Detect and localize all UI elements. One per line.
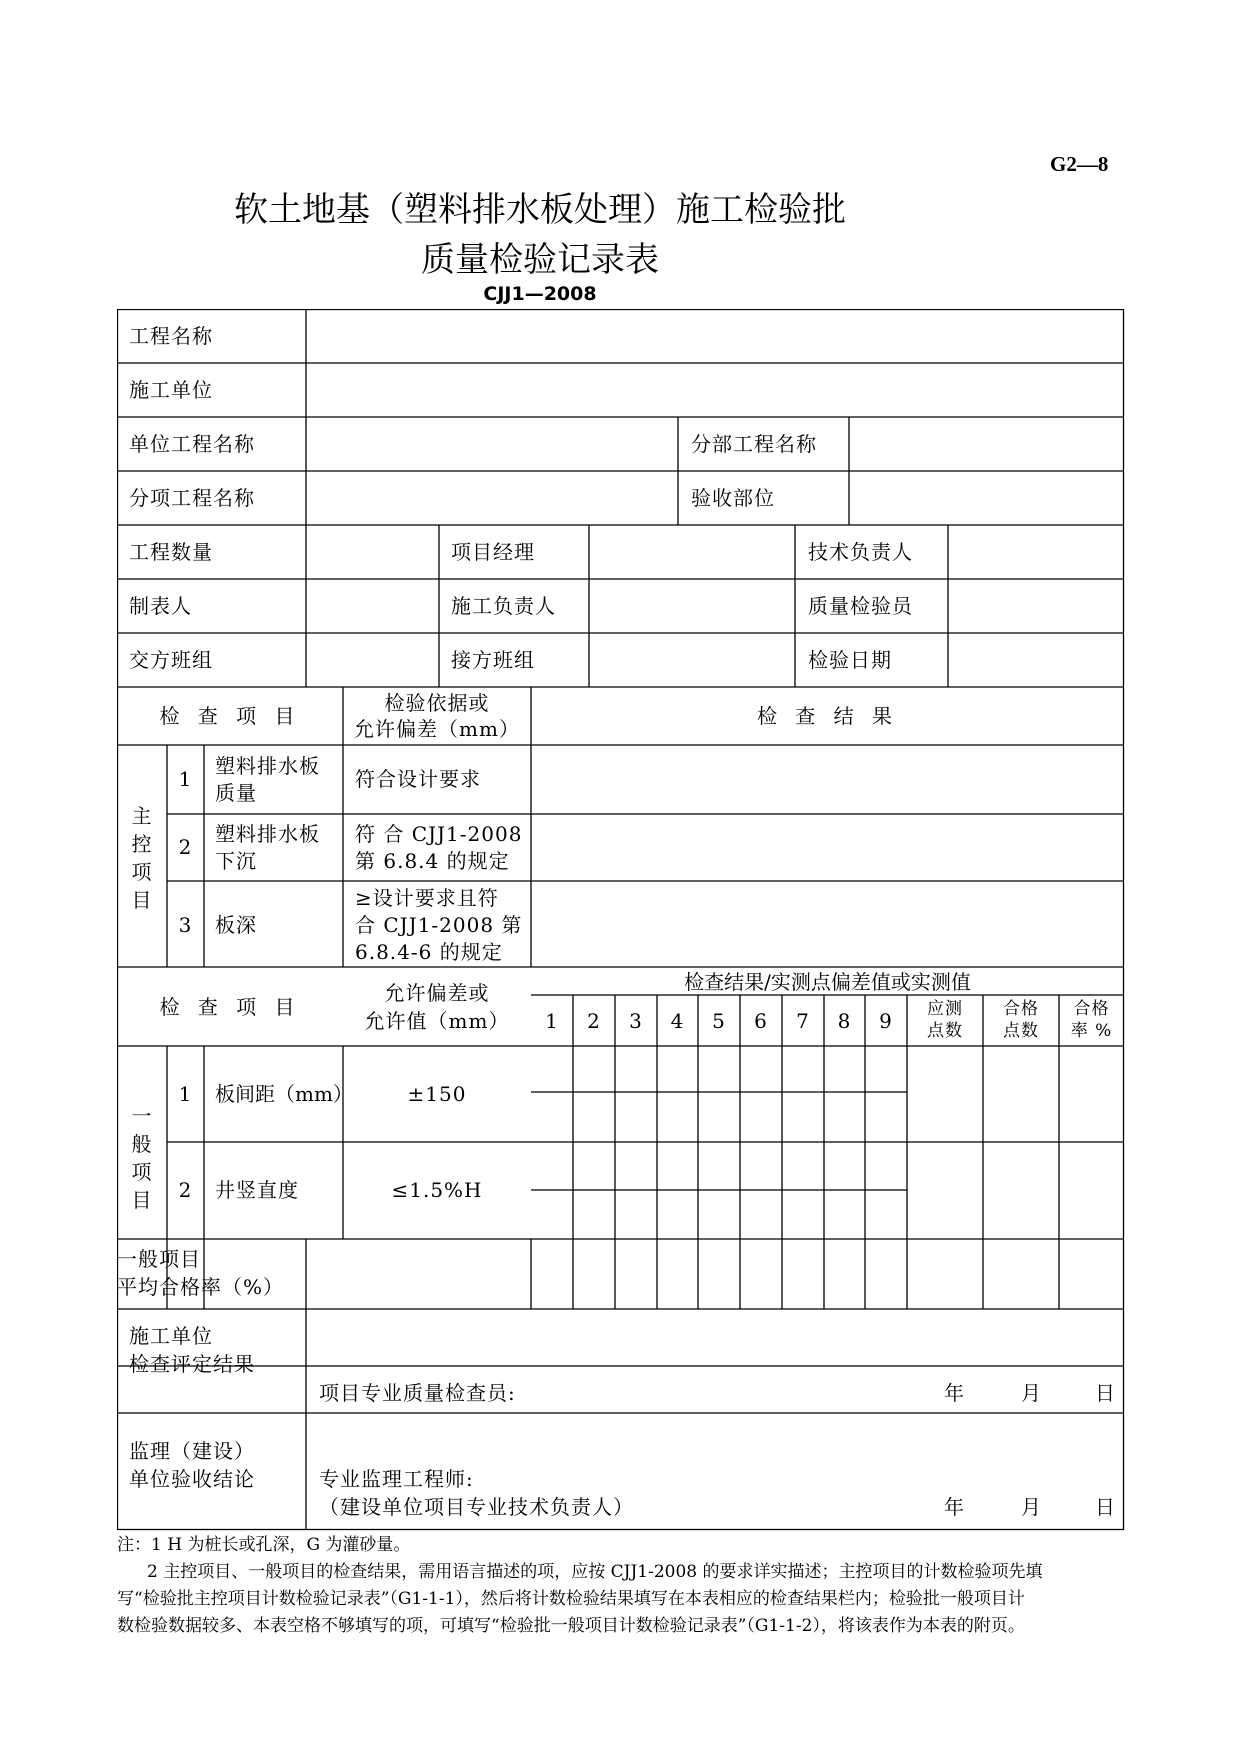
main-row2-no: 2 — [178, 835, 193, 859]
label-acceptance-part: 验收部位 — [691, 486, 775, 510]
supervisor-label-2: 单位验收结论 — [129, 1467, 255, 1491]
col-should-count-1: 应测 — [927, 999, 963, 1019]
note-2: 2 主控项目、一般项目的检查结果，需用语言描述的项，应按 CJJ1-2008 的要求详实描述；主控项目的计数检验项先填 — [147, 1562, 1043, 1582]
standard-code: CJJ1—2008 — [483, 283, 597, 305]
main-row3-basis-3: 6.8.4-6 的规定 — [355, 940, 503, 964]
label-subitem-project: 分项工程名称 — [129, 486, 255, 510]
point-col-8: 8 — [837, 1009, 852, 1033]
label-receiving-team: 接方班组 — [451, 648, 535, 672]
general-group-char-2: 般 — [131, 1132, 153, 1156]
avg-rate-label-2: 平均合格率（%） — [117, 1275, 285, 1299]
col-pass-rate-2: 率 % — [1070, 1021, 1113, 1041]
main-group-char-2: 控 — [131, 832, 153, 856]
point-col-7: 7 — [796, 1009, 810, 1033]
main-row2-name-2: 下沉 — [215, 849, 257, 873]
main-row1-basis: 符合设计要求 — [355, 767, 481, 791]
point-col-5: 5 — [712, 1009, 726, 1033]
general-row1-no: 1 — [178, 1082, 193, 1106]
general-row1-name: 板间距（mm） — [215, 1082, 353, 1106]
main-row3-basis-2: 合 CJJ1-2008 第 — [355, 913, 523, 937]
label-handover-team: 交方班组 — [129, 648, 213, 672]
main-col-result: 检 查 结 果 — [756, 704, 899, 728]
general-group-char-1: 一 — [131, 1104, 153, 1128]
inspector-date-month: 月 — [1021, 1381, 1042, 1405]
col-pass-rate-1: 合格 — [1073, 999, 1110, 1019]
point-col-4: 4 — [670, 1009, 685, 1033]
main-row1-name-1: 塑料排水板 — [215, 754, 320, 778]
general-row2-name: 井竖直度 — [215, 1178, 299, 1202]
main-row2-basis-1: 符 合 CJJ1-2008 — [355, 822, 523, 846]
form-title-line1: 软土地基（塑料排水板处理）施工检验批 — [234, 190, 846, 230]
form-title-line2: 质量检验记录表 — [421, 240, 659, 280]
main-row1-no: 1 — [178, 767, 193, 791]
contractor-eval-label-1: 施工单位 — [129, 1324, 213, 1348]
main-group-char-3: 项 — [131, 860, 153, 884]
main-col-basis-1: 检验依据或 — [384, 691, 490, 715]
col-pass-count-2: 点数 — [1003, 1021, 1039, 1041]
main-group-char-1: 主 — [131, 804, 153, 828]
inspection-form-table — [117, 309, 1125, 1531]
general-row2-no: 2 — [178, 1178, 193, 1202]
general-row2-allow: ≤1.5%H — [391, 1178, 483, 1202]
general-col-allow-2: 允许值（mm） — [364, 1009, 510, 1033]
main-col-item: 检 查 项 目 — [159, 704, 301, 728]
label-construction-lead: 施工负责人 — [451, 594, 556, 618]
form-code: G2—8 — [1050, 152, 1109, 176]
label-unit-project: 单位工程名称 — [129, 432, 255, 456]
label-contractor: 施工单位 — [129, 378, 213, 402]
point-col-6: 6 — [754, 1009, 768, 1033]
main-row3-basis-1: ≥设计要求且符 — [355, 886, 499, 910]
label-division-project: 分部工程名称 — [691, 432, 817, 456]
inspector-signature-label: 项目专业质量检查员: — [319, 1381, 516, 1405]
general-row1-allow: ±150 — [407, 1082, 467, 1106]
supervisor-date-month: 月 — [1021, 1495, 1042, 1519]
label-project-name: 工程名称 — [129, 324, 213, 348]
label-quantity: 工程数量 — [129, 540, 213, 564]
inspector-date-year: 年 — [944, 1381, 965, 1405]
main-group-char-4: 目 — [131, 888, 153, 912]
note-3: 写“检验批主控项目计数检验记录表”（G1-1-1），然后将计数检验结果填写在本表相应的检查结果栏内；检验批一般项目计 — [117, 1589, 1025, 1609]
engineer-signature-label: 专业监理工程师: — [319, 1467, 474, 1491]
label-inspection-date: 检验日期 — [808, 648, 892, 672]
inspector-date-day: 日 — [1095, 1381, 1116, 1405]
point-col-2: 2 — [587, 1009, 601, 1033]
label-quality-inspector: 质量检验员 — [808, 594, 913, 618]
main-col-basis-2: 允许偏差（mm） — [354, 717, 520, 741]
main-row3-name: 板深 — [215, 913, 257, 937]
owner-signature-label: （建设单位项目专业技术负责人） — [319, 1495, 634, 1519]
supervisor-date-year: 年 — [944, 1495, 965, 1519]
point-col-9: 9 — [879, 1009, 893, 1033]
general-col-item: 检 查 项 目 — [159, 995, 301, 1019]
main-row2-basis-2: 第 6.8.4 的规定 — [355, 849, 510, 873]
point-col-1: 1 — [545, 1009, 559, 1033]
supervisor-label-1: 监理（建设） — [129, 1439, 255, 1463]
point-col-3: 3 — [629, 1009, 643, 1033]
supervisor-date-day: 日 — [1095, 1495, 1116, 1519]
main-row3-no: 3 — [178, 913, 193, 937]
note-1: 注：1 H 为桩长或孔深，G 为灌砂量。 — [117, 1535, 411, 1555]
general-group-char-4: 目 — [131, 1188, 153, 1212]
general-group-char-3: 项 — [131, 1160, 153, 1184]
general-col-result: 检查结果/实测点偏差值或实测值 — [684, 970, 971, 994]
general-col-allow-1: 允许偏差或 — [384, 981, 490, 1005]
main-row2-name-1: 塑料排水板 — [215, 822, 320, 846]
label-project-manager: 项目经理 — [451, 540, 535, 564]
note-4: 数检验数据较多、本表空格不够填写的项，可填写“检验批一般项目计数检验记录表”（G1-1-2），将该表作为本表的附页。 — [117, 1616, 1025, 1636]
col-pass-count-1: 合格 — [1003, 999, 1039, 1019]
col-should-count-2: 点数 — [927, 1021, 963, 1041]
main-row1-name-2: 质量 — [215, 781, 257, 805]
contractor-eval-label-2: 检查评定结果 — [129, 1352, 255, 1376]
avg-rate-label-1: 一般项目 — [117, 1247, 201, 1271]
label-tech-lead: 技术负责人 — [808, 540, 913, 564]
label-tabulator: 制表人 — [129, 594, 192, 618]
table-grid-lines — [117, 309, 1125, 1531]
